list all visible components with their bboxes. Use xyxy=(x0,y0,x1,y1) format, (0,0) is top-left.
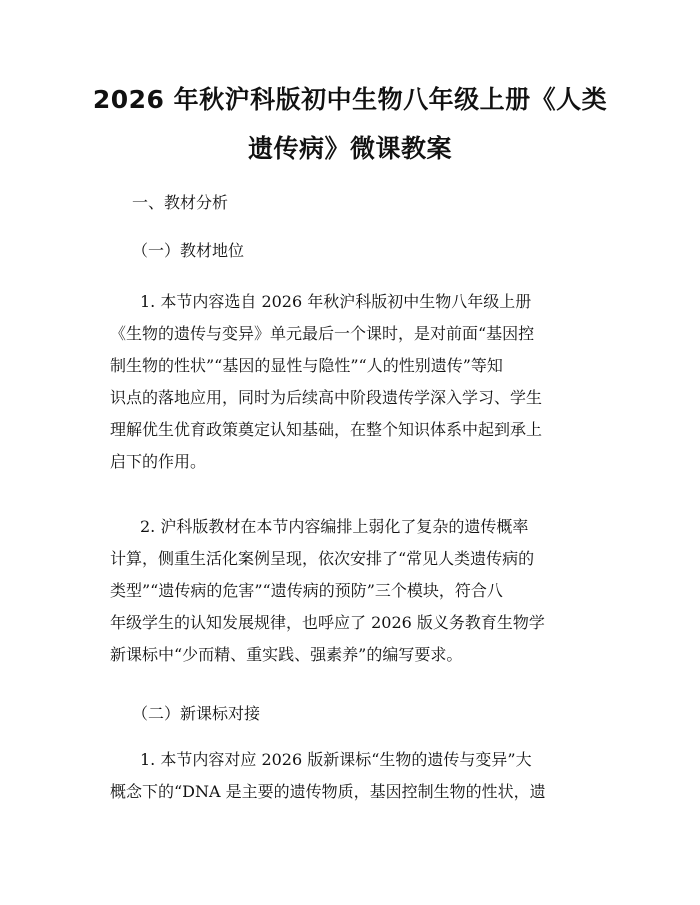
paragraph-line: 计算，侧重生活化案例呈现，依次安排了“常见人类遗传病的 xyxy=(110,549,535,568)
paragraph-2 xyxy=(110,511,600,671)
paragraph-line: 1. 本节内容选自 2026 年秋沪科版初中生物八年级上册 xyxy=(140,292,532,311)
paragraph-line: 《生物的遗传与变异》单元最后一个课时，是对前面“基因控 xyxy=(110,324,535,343)
paragraph-line: 类型”“遗传病的危害”“遗传病的预防”三个模块，符合八 xyxy=(110,581,503,600)
paragraph-line: 1. 本节内容对应 2026 版新课标“生物的遗传与变异”大 xyxy=(140,750,532,769)
document-title-line-1: 2026 年秋沪科版初中生物八年级上册《人类 xyxy=(92,85,608,114)
document-title-line-2: 遗传病》微课教案 xyxy=(247,134,452,163)
paragraph-line: 概念下的“DNA 是主要的遗传物质，基因控制生物的性状，遗 xyxy=(110,782,546,801)
subsection-heading-textbook-status: （一）教材地位 xyxy=(132,241,245,260)
paragraph-line: 识点的落地应用，同时为后续高中阶段遗传学深入学习、学生 xyxy=(110,388,543,407)
paragraph-line: 理解优生优育政策奠定认知基础，在整个知识体系中起到承上 xyxy=(110,420,543,439)
subsection-heading-new-curriculum: （二）新课标对接 xyxy=(132,704,261,723)
paragraph-line: 制生物的性状”“基因的显性与隐性”“人的性别遗传”等知 xyxy=(110,356,503,375)
paragraph-line: 启下的作用。 xyxy=(110,452,207,471)
paragraph-line: 年级学生的认知发展规律，也呼应了 2026 版义务教育生物学 xyxy=(110,613,545,632)
paragraph-line: 新课标中“少而精、重实践、强素养”的编写要求。 xyxy=(110,645,463,664)
paragraph-3 xyxy=(110,744,600,808)
paragraph-line: 2. 沪科版教材在本节内容编排上弱化了复杂的遗传概率 xyxy=(140,517,529,536)
paragraph-1 xyxy=(110,286,600,478)
section-heading-textbook-analysis: 一、教材分析 xyxy=(132,193,229,212)
